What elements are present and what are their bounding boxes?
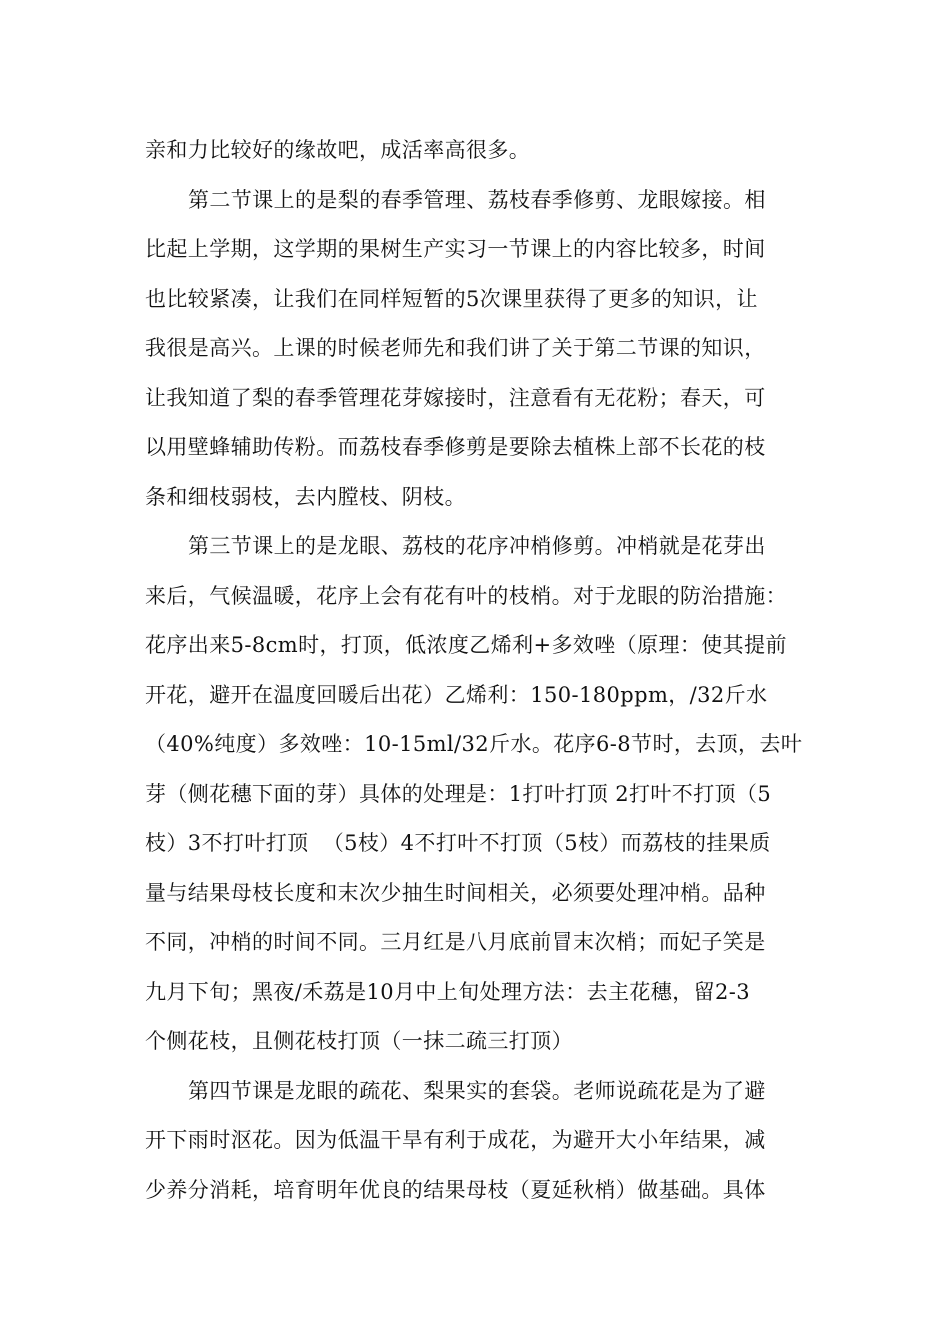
paragraph-start-line: 第三节课上的是龙眼、荔枝的花序冲梢修剪。冲梢就是花芽出 [188,534,766,558]
text-line: 少养分消耗，培育明年优良的结果母枝（夏延秋梢）做基础。具体 [145,1177,766,1202]
text-line: 九月下旬；黑夜/禾荔是10月中上旬处理方法：去主花穗，留2-3 [145,979,751,1004]
text-line: （40%纯度）多效唑：10-15ml/32斤水。花序6-8节时，去顶，去叶 [145,732,803,756]
text-line: 花序出来5-8cm时，打顶，低浓度乙烯利+多效唑（原理：使其提前 [145,633,787,657]
text-line: 量与结果母枝长度和末次少抽生时间相关，必须要处理冲梢。品种 [145,880,766,905]
text-line: 亲和力比较好的缘故吧，成活率高很多。 [145,138,531,162]
text-line: 不同，冲梢的时间不同。三月红是八月底前冒末次梢；而妃子笑是 [145,930,766,954]
text-line: 枝）3不打叶打顶 （5枝）4不打叶不打顶（5枝）而荔枝的挂果质 [145,831,771,855]
text-line: 开下雨时沤花。因为低温干旱有利于成花，为避开大小年结果，减 [145,1128,766,1152]
document-body [145,126,813,1215]
text-line: 个侧花枝，且侧花枝打顶（一抹二疏三打顶） [145,1029,573,1053]
paragraph-start-line: 第二节课上的是梨的春季管理、荔枝春季修剪、龙眼嫁接。相 [188,187,766,212]
text-line: 我很是高兴。上课的时候老师先和我们讲了关于第二节课的知识， [145,336,766,360]
text-line: 来后，气候温暖，花序上会有花有叶的枝梢。对于龙眼的防治措施： [145,583,787,608]
text-line: 芽（侧花穗下面的芽）具体的处理是：1打叶打顶 2打叶不打顶（5 [145,781,772,806]
text-line: 比起上学期，这学期的果树生产实习一节课上的内容比较多，时间 [145,237,766,261]
text-line: 开花，避开在温度回暖后出花）乙烯利：150-180ppm，/32斤水 [145,682,768,707]
text-line: 也比较紧凑，让我们在同样短暂的5次课里获得了更多的知识，让 [145,286,758,311]
text-line: 让我知道了梨的春季管理花芽嫁接时，注意看有无花粉；春天，可 [145,385,766,410]
text-line: 以用壁蜂辅助传粉。而荔枝春季修剪是要除去植株上部不长花的枝 [145,435,766,459]
paragraph-start-line: 第四节课是龙眼的疏花、梨果实的套袋。老师说疏花是为了避 [188,1078,766,1103]
text-line: 条和细枝弱枝，去内膛枝、阴枝。 [145,484,466,509]
